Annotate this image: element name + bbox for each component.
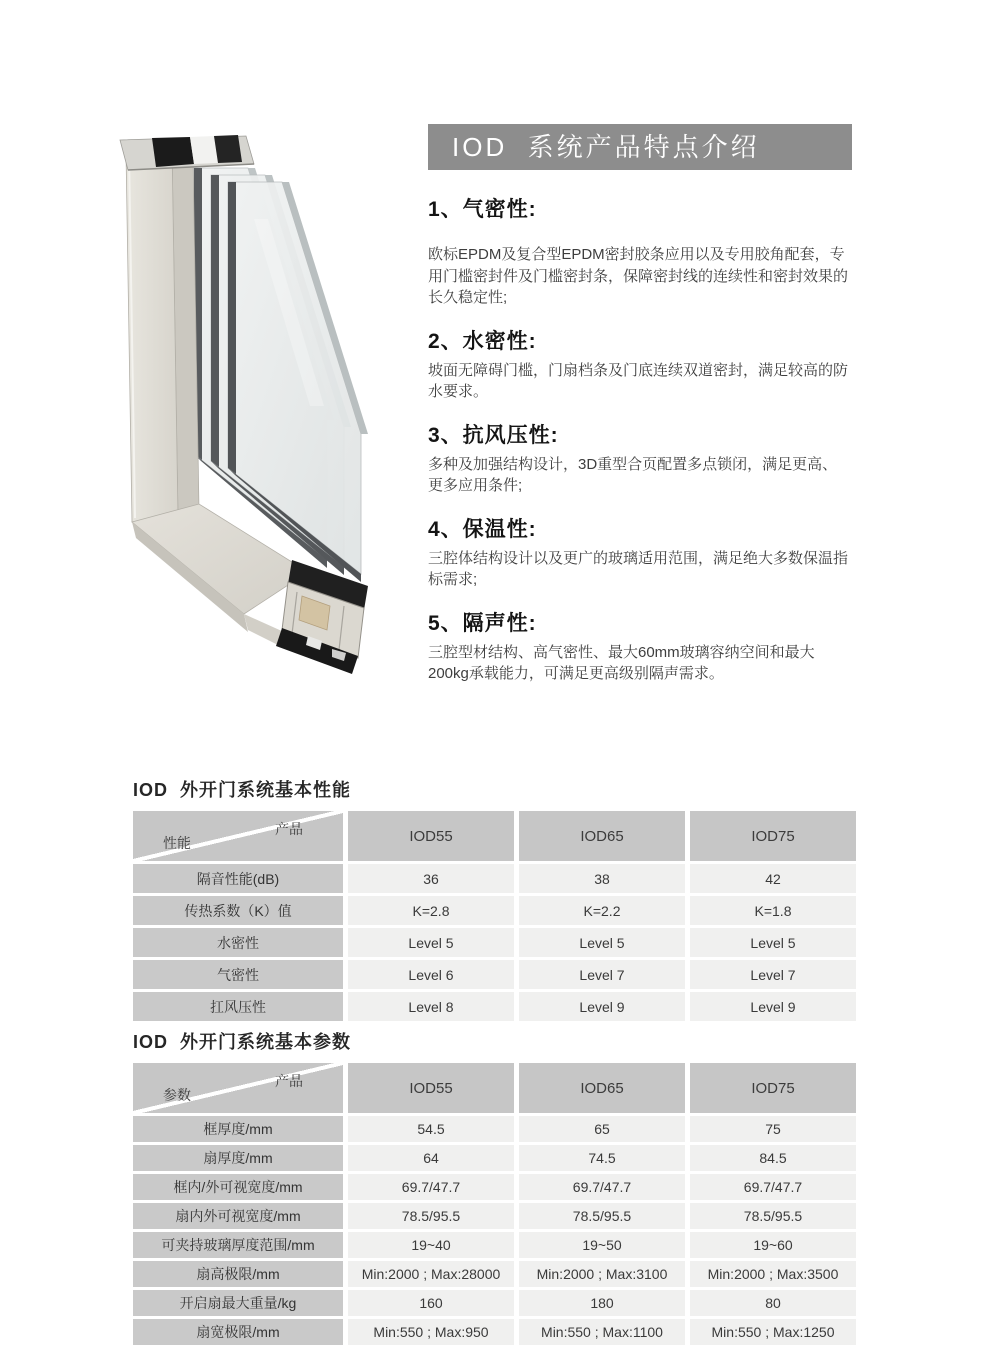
- window-corner-image: [96, 124, 426, 684]
- cell-value: 84.5: [690, 1145, 856, 1171]
- cell-value: Min:550 ; Max:950: [348, 1319, 514, 1345]
- cell-value: 69.7/47.7: [348, 1174, 514, 1200]
- cell-value: 78.5/95.5: [348, 1203, 514, 1229]
- column-header: IOD55: [348, 811, 514, 861]
- feature-body: 欧标EPDM及复合型EPDM密封胶条应用以及专用胶角配套，专用门槛密封件及门槛密封条，保障密封线的连续性和密封效果的长久稳定性;: [428, 246, 849, 306]
- column-header: IOD75: [690, 1063, 856, 1113]
- cell-value: 36: [348, 864, 514, 893]
- parameters-table: [133, 1063, 856, 1345]
- column-header: IOD65: [519, 811, 685, 861]
- cell-value: Min:550 ; Max:1250: [690, 1319, 856, 1345]
- cell-value: 78.5/95.5: [519, 1203, 685, 1229]
- cell-value: 19~40: [348, 1232, 514, 1258]
- cell-value: K=1.8: [690, 896, 856, 925]
- row-label: 扇厚度/mm: [133, 1145, 343, 1171]
- feature-heading: 4、保温性:: [428, 517, 537, 541]
- cell-value: Level 7: [690, 960, 856, 989]
- row-label: 扇宽极限/mm: [133, 1319, 343, 1345]
- feature-airtightness: [428, 193, 852, 309]
- row-label: 气密性: [133, 960, 343, 989]
- product-axis-label: 产品: [275, 821, 303, 837]
- cell-value: Level 6: [348, 960, 514, 989]
- cell-value: K=2.8: [348, 896, 514, 925]
- page-title-bar: IOD 系统产品特点介绍: [428, 124, 852, 170]
- column-header: IOD55: [348, 1063, 514, 1113]
- cell-value: Level 9: [690, 992, 856, 1021]
- performance-table: [133, 811, 856, 1021]
- row-label: 水密性: [133, 928, 343, 957]
- feature-heading: 1、气密性:: [428, 198, 537, 221]
- row-label: 可夹持玻璃厚度范围/mm: [133, 1232, 343, 1258]
- product-axis-label: 产品: [275, 1073, 303, 1089]
- row-label: 扇内外可视宽度/mm: [133, 1203, 343, 1229]
- parameters-table-section: [133, 1028, 856, 1345]
- table-title: IOD 外开门系统基本参数: [133, 1032, 352, 1052]
- row-label: 框厚度/mm: [133, 1116, 343, 1142]
- feature-watertightness: [428, 325, 852, 403]
- cell-value: 19~60: [690, 1232, 856, 1258]
- feature-body: 三腔体结构设计以及更广的玻璃适用范围，满足绝大多数保温指标需求;: [428, 549, 849, 588]
- window-corner-svg: [96, 124, 426, 684]
- cell-value: Level 5: [348, 928, 514, 957]
- cell-value: 69.7/47.7: [519, 1174, 685, 1200]
- cell-value: 64: [348, 1145, 514, 1171]
- cell-value: Level 9: [519, 992, 685, 1021]
- cell-value: 80: [690, 1290, 856, 1316]
- cell-value: 160: [348, 1290, 514, 1316]
- cell-value: Level 5: [519, 928, 685, 957]
- column-header: IOD65: [519, 1063, 685, 1113]
- cell-value: 74.5: [519, 1145, 685, 1171]
- feature-heading: 3、抗风压性:: [428, 423, 559, 447]
- frame-vertical-member: [126, 148, 199, 522]
- diagonal-header-cell: [133, 1063, 343, 1113]
- row-label: 扇高极限/mm: [133, 1261, 343, 1287]
- cell-value: Level 5: [690, 928, 856, 957]
- feature-sound-insulation: [428, 607, 852, 685]
- row-label: 扛风压性: [133, 992, 343, 1021]
- cell-value: 19~50: [519, 1232, 685, 1258]
- cell-value: 54.5: [348, 1116, 514, 1142]
- row-label: 隔音性能(dB): [133, 864, 343, 893]
- cell-value: K=2.2: [519, 896, 685, 925]
- feature-heading: 5、隔声性:: [428, 611, 537, 635]
- performance-table-section: [133, 776, 856, 1021]
- cell-value: 38: [519, 864, 685, 893]
- cell-value: 180: [519, 1290, 685, 1316]
- cell-value: Min:2000 ; Max:3100: [519, 1261, 685, 1287]
- row-label: 传热系数（K）值: [133, 896, 343, 925]
- cell-value: 65: [519, 1116, 685, 1142]
- profile-cutaway-section: [276, 560, 368, 674]
- cell-value: Min:550 ; Max:1100: [519, 1319, 685, 1345]
- feature-heading: 2、水密性:: [428, 329, 537, 353]
- table-title: IOD 外开门系统基本性能: [133, 780, 352, 800]
- cell-value: 69.7/47.7: [690, 1174, 856, 1200]
- cell-value: Min:2000 ; Max:3500: [690, 1261, 856, 1287]
- diagonal-header-cell: [133, 811, 343, 861]
- cell-value: 78.5/95.5: [690, 1203, 856, 1229]
- feature-body: 坡面无障碍门槛，门扇档条及门底连续双道密封，满足较高的防水要求。: [428, 361, 849, 400]
- cell-value: Level 7: [519, 960, 685, 989]
- cell-value: 42: [690, 864, 856, 893]
- frame-top-cut-section: [120, 135, 254, 170]
- feature-wind-resistance: [428, 419, 852, 497]
- column-header: IOD75: [690, 811, 856, 861]
- row-label: 框内/外可视宽度/mm: [133, 1174, 343, 1200]
- feature-body: 三腔型材结构、高气密性、最大60mm玻璃容纳空间和最大200kg承载能力，可满足更高级别隔声需求。: [428, 643, 815, 682]
- attribute-axis-label: 性能: [163, 835, 191, 851]
- attribute-axis-label: 参数: [163, 1087, 191, 1103]
- features-column: [428, 124, 852, 685]
- row-label: 开启扇最大重量/kg: [133, 1290, 343, 1316]
- cell-value: 75: [690, 1116, 856, 1142]
- feature-thermal-insulation: [428, 513, 852, 591]
- feature-body: 多种及加强结构设计，3D重型合页配置多点锁闭，满足更高、更多应用条件;: [428, 455, 838, 494]
- cell-value: Min:2000 ; Max:28000: [348, 1261, 514, 1287]
- cell-value: Level 8: [348, 992, 514, 1021]
